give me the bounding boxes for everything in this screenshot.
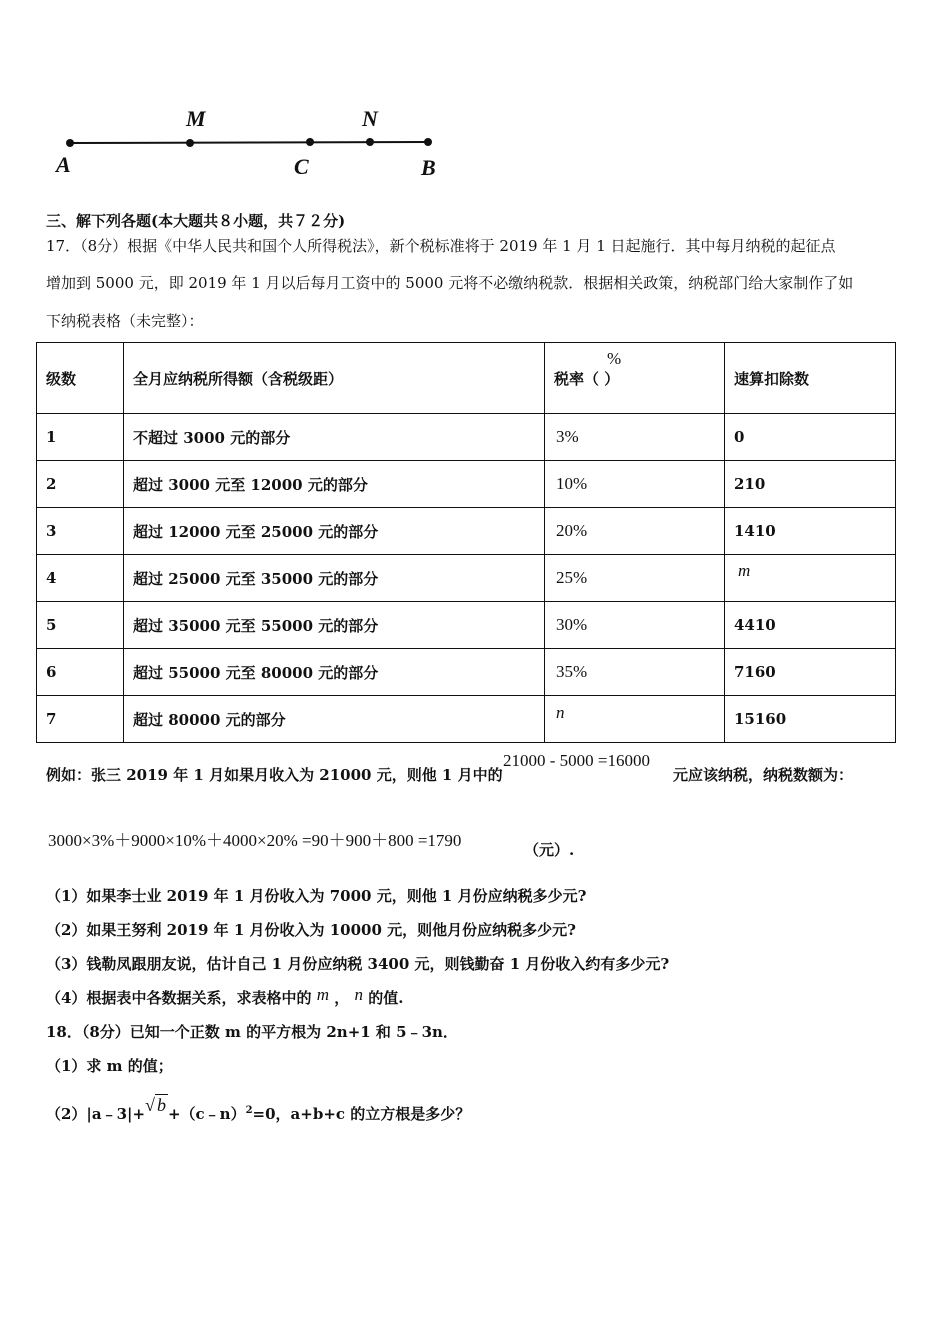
point-N	[366, 138, 374, 146]
row-rate: 35%	[545, 649, 725, 696]
table-row	[37, 555, 896, 602]
label-N: N	[362, 106, 378, 131]
row-income: 超过 3000 元至 12000 元的部分	[124, 461, 545, 508]
example-suffix: 元应该纳税，纳税数额为：	[673, 766, 854, 784]
q18-sub2-exp: 2	[245, 1105, 253, 1116]
label-M: M	[186, 106, 206, 131]
q18-sub2-suffix: =0，a+b+c 的立方根是多少？	[252, 1105, 471, 1123]
table-row	[37, 508, 896, 555]
row-level: 7	[37, 696, 124, 743]
q17-sub1: （1）如果李士业 2019 年 1 月份收入为 7000 元，则他 1 月份应纳税多少元?	[46, 887, 587, 905]
header-deduction: 速算扣除数	[725, 343, 896, 414]
sqrt-radicand: b	[156, 1095, 166, 1115]
row-income: 超过 80000 元的部分	[124, 696, 545, 743]
q18-sub2	[46, 1095, 471, 1124]
row-rate: 10%	[545, 461, 725, 508]
header-rate-label: 税率（ ）	[554, 369, 620, 388]
label-B: B	[421, 155, 436, 180]
q17-line3: 下纳税表格（未完整）：	[46, 312, 204, 330]
row-rate: 30%	[545, 602, 725, 649]
point-B	[424, 138, 432, 146]
row-deduction	[725, 555, 896, 602]
header-level: 级数	[37, 343, 124, 414]
row-rate: 20%	[545, 508, 725, 555]
q18-sub2-mid: +（c﹣n）	[167, 1105, 246, 1123]
segment-line	[70, 142, 428, 143]
row-income: 超过 25000 元至 35000 元的部分	[124, 555, 545, 602]
row-deduction: 4410	[725, 602, 896, 649]
example-formula: 21000 - 5000 =16000	[503, 751, 650, 770]
table-row	[37, 414, 896, 461]
row-deduction: 0	[725, 414, 896, 461]
q17-sub3: （3）钱勒凤跟朋友说，估计自己 1 月份应纳税 3400 元，则钱勤奋 1 月份收入约有多少元?	[46, 955, 670, 973]
example-prefix: 例如：张三 2019 年 1 月如果月收入为 21000 元，则他 1 月中的	[46, 766, 503, 784]
q17-line2: 增加到 5000 元，即 2019 年 1 月以后每月工资中的 5000 元将不必缴纳税款．根据相关政策，纳税部门给大家制作了如	[46, 274, 854, 292]
row-level: 5	[37, 602, 124, 649]
section-heading: 三、解下列各题(本大题共８小题，共７２分)	[46, 212, 346, 230]
q18-sub1: （1）求 m 的值；	[46, 1057, 173, 1075]
row-level: 2	[37, 461, 124, 508]
row-income: 超过 35000 元至 55000 元的部分	[124, 602, 545, 649]
row-level: 6	[37, 649, 124, 696]
point-A	[66, 139, 74, 147]
q17-line1: 17．（8分）根据《中华人民共和国个人所得税法》，新个税标准将于 2019 年 1 月 1 日起施行．其中每月纳税的起征点	[46, 237, 836, 255]
q17-sub4-n: n	[354, 985, 363, 1004]
row-income: 超过 12000 元至 25000 元的部分	[124, 508, 545, 555]
segment-figure	[40, 100, 460, 185]
table-row	[37, 461, 896, 508]
q17-sub4-suffix: 的值.	[368, 989, 404, 1007]
row-deduction-var: m	[738, 561, 751, 580]
row-rate-var: n	[556, 703, 565, 722]
row-rate: 25%	[545, 555, 725, 602]
tax-table	[36, 342, 896, 743]
header-rate-symbol: %	[607, 349, 622, 368]
row-level: 1	[37, 414, 124, 461]
header-income: 全月应纳税所得额（含税级距）	[124, 343, 545, 414]
row-deduction: 7160	[725, 649, 896, 696]
table-row	[37, 696, 896, 743]
row-rate: 3%	[545, 414, 725, 461]
row-level: 3	[37, 508, 124, 555]
calc-formula: 3000×3%＋9000×10%＋4000×20% =90＋900＋800 =1790	[48, 831, 462, 850]
label-C: C	[294, 154, 309, 179]
row-deduction: 210	[725, 461, 896, 508]
q17-sub4	[46, 985, 404, 1008]
q17-sub2: （2）如果王努利 2019 年 1 月份收入为 10000 元，则他月份应纳税多少元?	[46, 921, 576, 939]
calc-unit: （元）.	[524, 841, 575, 859]
label-A: A	[56, 152, 71, 177]
row-level: 4	[37, 555, 124, 602]
row-deduction: 1410	[725, 508, 896, 555]
point-C	[306, 138, 314, 146]
row-income: 不超过 3000 元的部分	[124, 414, 545, 461]
q17-sub4-prefix: （4）根据表中各数据关系，求表格中的	[46, 989, 312, 1007]
row-income: 超过 55000 元至 80000 元的部分	[124, 649, 545, 696]
q17-sub4-m: m	[316, 985, 329, 1004]
header-rate	[545, 343, 725, 414]
row-rate	[545, 696, 725, 743]
table-row	[37, 602, 896, 649]
q18-stem: 18．（8分）已知一个正数 m 的平方根为 2n+1 和 5﹣3n．	[46, 1023, 458, 1041]
sqrt-expression: √ b	[145, 1095, 166, 1115]
table-row	[37, 649, 896, 696]
q17-sub4-sep: ，	[334, 989, 350, 1007]
point-M	[186, 139, 194, 147]
q18-sub2-prefix: （2）|a﹣3|+	[46, 1105, 146, 1123]
table-header-row	[37, 343, 896, 414]
row-deduction: 15160	[725, 696, 896, 743]
